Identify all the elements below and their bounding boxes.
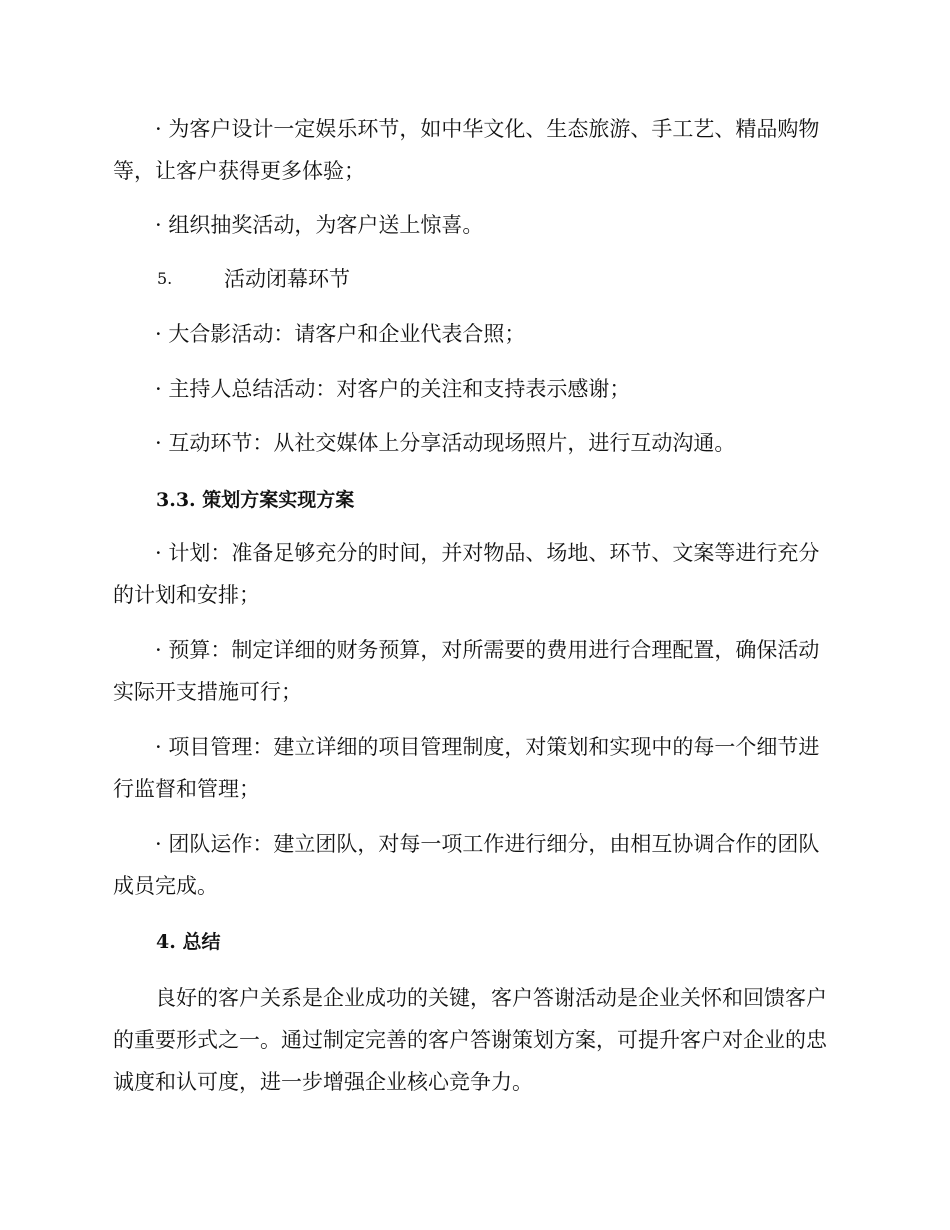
bullet-entertainment: · 为客户设计一定娱乐环节，如中华文化、生态旅游、手工艺、精品购物等，让客户获得更多体验； (113, 117, 820, 183)
step-5-number: 5. (157, 269, 173, 288)
bullet-budget: · 预算：制定详细的财务预算，对所需要的费用进行合理配置，确保活动实际开支措施可行； (113, 638, 820, 704)
step-5-title: 活动闭幕环节 (224, 267, 350, 291)
section-3-3-heading: 3.3. 策划方案实现方案 (156, 489, 355, 511)
summary-paragraph: 良好的客户关系是企业成功的关键，客户答谢活动是企业关怀和回馈客户的重要形式之一。通过制定完善的客户答谢策划方案，可提升客户对企业的忠诚度和认可度，进一步增强企业核心竞争力。 (113, 986, 827, 1094)
bullet-interaction: · 互动环节：从社交媒体上分享活动现场照片，进行互动沟通。 (155, 431, 736, 455)
section-4-heading: 4. 总结 (156, 931, 221, 953)
bullet-project-management: · 项目管理：建立详细的项目管理制度，对策划和实现中的每一个细节进行监督和管理； (113, 735, 820, 801)
bullet-team-operation: · 团队运作：建立团队，对每一项工作进行细分，由相互协调合作的团队成员完成。 (113, 832, 820, 898)
bullet-plan: · 计划：准备足够充分的时间，并对物品、场地、环节、文案等进行充分的计划和安排； (113, 541, 820, 607)
bullet-lottery: · 组织抽奖活动，为客户送上惊喜。 (155, 213, 484, 237)
bullet-group-photo: · 大合影活动：请客户和企业代表合照； (155, 322, 526, 346)
step-5-heading (0, 264, 950, 294)
bullet-host-summary: · 主持人总结活动：对客户的关注和支持表示感谢； (155, 377, 631, 401)
